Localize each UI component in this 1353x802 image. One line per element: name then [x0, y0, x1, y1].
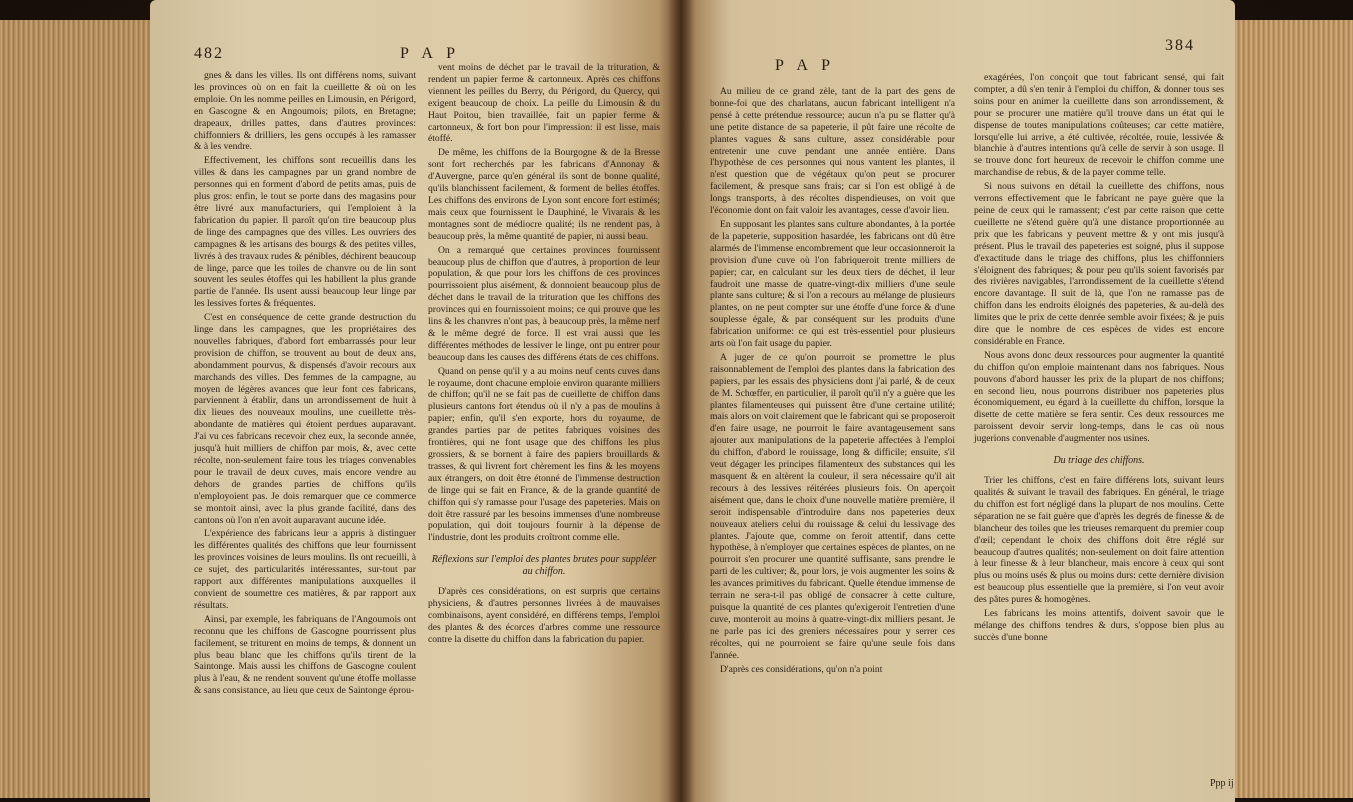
- paragraph: Trier les chiffons, c'est en faire différens lots, suivant leurs qualités & suivant le travail des fabriques. En général, le triage du chiffon est fort négligé dans la plupart de nos moulins. Cette séparation ne se fait guère que d'après les degrés de finesse & de blancheur des toiles que les trieuses remarquent du premier coup d'œil; cependant le choix des chiffons doit être réglé sur beaucoup d'autres qualités; non-seulement on doit faire attention à leur finesse & à leur blancheur, mais encore à ceux qui sont plus ou moins usés & plus ou moins durs: cette dernière division est beaucoup plus essentielle que la première, si l'on veut avoir des pâtes pures & homogènes.: [974, 475, 1224, 606]
- right-page-number: 384: [1165, 37, 1195, 54]
- signature-mark: Ppp ij: [1210, 778, 1234, 789]
- paragraph: Quand on pense qu'il y a au moins neuf cents cuves dans le royaume, dont chacune emploie environ quarante milliers de chiffon; qu'il ne se fait pas de cueillette de chiffon dans plusieurs cantons fort étendus où il n'y a pas de moulins à papier; enfin, qu'il s'en exporte, hors du royaume, de grandes parties par de petites fabriques voisines des frontières, qui ne font usage que des chiffons les plus grossiers, & se bornent à faire des papiers brouillards & trasses, & qui livrent fort chèrement les fins & les moyens aux étrangers, on doit être étonné de l'immense destruction de linge qui se fait en France, & de la grande quantité de chiffon qui s'y ramasse pour l'usage des papeteries. Mais on doit être rassuré par les besoins immenses d'une nombreuse population, qui doit toujours fournir à la dépense de l'industrie, dont les produits croîtront comme elle.: [428, 365, 660, 544]
- section-heading: Réflexions sur l'emploi des plantes brutes pour suppléer au chiffon.: [431, 554, 657, 578]
- paragraph: exagérées, l'on conçoit que tout fabricant sensé, qui fait compter, a dû s'en tenir à l'emploi du chiffon, & donner tous ses soins pour en animer la cueillette dans son arrondissement, & pour se procurer une matière qu'il trouve dans un état qui le dispense de toutes manipulations coûteuses; car cette matière, lorsqu'elle lui arrive, a été cultivée, récoltée, rouie, lessivée & blanchie à d'autres intentions qu'à celle de servir à son usage. Il se trouve donc fort heureux de recevoir le chiffon comme une marchandise de rebus, & de la payer comme telle.: [974, 72, 1224, 179]
- paragraph: C'est en conséquence de cette grande destruction du linge dans les campagnes, que les propriétaires des nouvelles fabriques, d'abord fort embarrassés pour leur provision de chiffon, se trouvent au bout de deux ans, abondamment pourvus, & dispensés d'avoir recours aux marchands des villes. Des femmes de la campagne, au moyen de légères avances que leur font ces fabricans, parviennent à établir, dans un arrondissement de huit à dix lieues des nouveaux moulins, une cueillette très-abondante de matières qui étoient perdues auparavant. J'ai vu ces fabricans recevoir chez eux, la seconde année, jusqu'à huit milliers de chiffon par mois, &, avec cette récolte, non-seulement faire tous les triages convenables pour le travail de deux cuves, mais encore vendre au dehors de grandes parties de chiffons qu'ils n'employoient pas. Je dois remarquer que ce commerce se montoit ainsi, avec la plus grande facilité, dans des cantons où l'on n'en avoit auparavant aucune idée.: [194, 312, 416, 526]
- paragraph: vent moins de déchet par le travail de la trituration, & rendent un papier ferme & cartonneux. Après ces chiffons viennent les peilles du Berry, du Périgord, du Quercy, qui exigent beaucoup de choix. La peille du Limousin & du Haut Poitou, bien travaillée, fait un papier ferme & cartonneux, & fort bon pour l'impression: il est lisse, mais étoffé.: [428, 62, 660, 145]
- left-page-edges: [0, 20, 150, 798]
- paragraph: Les fabricans les moins attentifs, doivent savoir que le mélange des chiffons tendres & durs, s'oppose bien plus au succès d'une bonne: [974, 608, 1224, 643]
- left-column-1: [194, 70, 416, 699]
- left-running-head: P A P: [400, 45, 460, 62]
- right-page-edges: [1235, 20, 1353, 798]
- right-running-head: P A P: [775, 57, 835, 74]
- paragraph: On a remarqué que certaines provinces fournissent beaucoup plus de chiffon que d'autres, à proportion de leur population, & que pour lors les chiffons de ces provinces pourrissoient plus aisément, & donnoient beaucoup plus de déchet dans le travail de la trituration que les chiffons des provinces qui en fournissoient moins; ce qui prouve que les lins & les chanvres n'ont pas, à beaucoup près, la même nerf & le même degré de force. Il est vrai aussi que les différentes méthodes de lessiver le linge, ont pu entrer pour beaucoup dans les causes des différens états de ces chiffons.: [428, 244, 660, 363]
- paragraph: Nous avons donc deux ressources pour augmenter la quantité du chiffon qu'on emploie maintenant dans nos fabriques. Nous pouvons d'abord hausser les prix de la plupart de nos chiffons; en second lieu, nous pourrons distribuer nos papeteries plus économiquement, eu égard à la cueillette du chiffon, lorsque la disette de cette matière se fera sentir. Ces deux ressources me paroissent devoir servir long-temps, dans le cas où nous jugerions convenable d'augmenter nos usines.: [974, 349, 1224, 445]
- paragraph: A juger de ce qu'on pourroit se promettre le plus raisonnablement de l'emploi des plantes dans la fabrication des papiers, par les essais des physiciens dont j'ai parlé, & de ceux de M. Schœffer, en particulier, il paroît qu'il n'y a guère que les plantes filamenteuses qui puissent être d'une certaine utilité; mais alors on voit clairement que le fabricant qui se proposeroit d'en faire usage, ne pourroit le faire avantageusement sans ajouter aux manipulations de la papeterie affectées à l'emploi du chiffon, d'abord le rouissage, long & difficile; ensuite, s'il veut dégager les principes filamenteux des substances qui les masquent & en altèrent la couleur, il sera nécessaire qu'il ait recours à des lessives réitérées plusieurs fois. On aperçoit aisément que, dans le choix d'une nouvelle matière première, il seroit indispensable d'introduire dans nos papeteries deux nouveaux ateliers celui du rouissage & celui du lessivage des plantes. J'ajoute que, comme on feroit attentif, dans cette hypothèse, à n'employer que certaines espèces de plantes, on ne pourroit s'en procurer une quantité suffisante, sans prendre le parti de les cultiver; &, pour lors, je vois augmenter les soins & les avances primitives du fabricant. Quelle étendue immense de terrain ne sera-t-il pas obligé de consacrer à cette culture, puisque la quantité de ces plantes qu'exigeroit l'entretien d'une cuve, monteroit au moins à quatre-vingt-dix milliers pesant. Je ne parle pas ici des greniers nécessaires pour y serrer ces récoltes, qui ne pourroient se faire qu'une seule fois dans l'année.: [710, 351, 955, 661]
- paragraph: Au milieu de ce grand zèle, tant de la part des gens de bonne-foi que des charlatans, aucun fabricant intelligent n'a pensé à cette prétendue ressource; aucun n'a pu se flatter qu'à une petite distance de sa papeterie, il pût faire une récolte de plantes vagues & sans culture, assez considérable pour entretenir une cuve pendant une année entière. Dans l'hypothèse de ces personnes qui nous vantent les plantes, il n'est question que de végétaux qu'on peut se procurer facilement, & presque sans frais; car si l'on est obligé à de longs transports, à des récoltes dispendieuses, on voit que l'économie dont on fait valoir les avantages, cesse d'avoir lieu.: [710, 86, 955, 217]
- left-column-2: [428, 62, 660, 648]
- section-heading: Du triage des chiffons.: [1053, 455, 1145, 467]
- book-gutter: [668, 0, 694, 802]
- right-page: [680, 0, 1235, 802]
- paragraph: L'expérience des fabricans leur a appris à distinguer les différentes qualités des chiffons que leur fournissent les provinces voisines de leurs moulins. Ils ont recueilli, à ce sujet, des particularités intéressantes, sur-tout par rapport aux différentes manipulations auxquelles il convient de soumettre ces matières, & par rapport aux résultats.: [194, 528, 416, 611]
- paragraph: En supposant les plantes sans culture abondantes, à la portée de la papeterie, supposition hasardée, les fabricans ont dû être alarmés de l'immense encombrement que leur occasionneroit la provision d'une cuve où l'on fabriqueroit trente milliers de papier; car, en calculant sur les deux tiers de déchet, il leur faudroit une masse de quatre-vingt-dix milliers d'une seule plante sans culture; & si l'on a recours au mélange de plusieurs plantes, on ne peut compter sur une étoffe d'une force & d'une souplesse égale, & par conséquent sur les produits d'une fabrication uniforme: ce qui est très-essentiel pour plusieurs arts où l'on fait usage du papier.: [710, 218, 955, 350]
- left-page: [150, 0, 680, 802]
- left-page-number: 482: [194, 45, 224, 62]
- paragraph: D'après ces considérations, qu'on n'a point: [720, 663, 883, 675]
- paragraph: Si nous suivons en détail la cueillette des chiffons, nous verrons effectivement que le fabricant ne paye guère que la peine de ceux qui le ramassent; c'est par cette raison que cette cueillette ne s'étend guère qu'à une distance proportionnée au prix que les fabricans y peuvent mettre & y ont mis jusqu'à présent. Plus le travail des papeteries est soigné, plus il suppose d'exactitude dans le triage des chiffons, plus les chiffonniers s'éloignent des fabriques; & pour peu qu'ils soient favorisés par des rivières navigables, l'arrondissement de la cueillette s'étend encore davantage. Il suit de là, que l'on ne ramasse pas de chiffon dans les endroits éloignés des papeteries, & au-delà des limites que le prix de cette denrée semble avoir fixées; & je puis dire que le nombre de ces espèces de vides est encore considérable en France.: [974, 181, 1224, 347]
- paragraph: D'après ces considérations, on est surpris que certains physiciens, & d'autres personnes livrées à de mauvaises combinaisons, ayent considéré, en différens temps, l'emploi des plantes & des écorces d'arbres comme une ressource contre la disette du chiffon dans la fabrication du papier.: [428, 586, 660, 645]
- paragraph: De même, les chiffons de la Bourgogne & de la Bresse sont fort recherchés par les fabricans d'Annonay & d'Auvergne, parce qu'en général ils sont de bonne qualité, qu'ils blanchissent facilement, & forment de belles étoffes. Les chiffons des environs de Lyon sont encore fort estimés; mais ceux que fournissent le Dauphiné, le Vivarais & les montagnes sont de médiocre qualité; ils ne rendent pas, à beaucoup près, la même quantité de papier, ni aussi beau.: [428, 147, 660, 242]
- paragraph: Ainsi, par exemple, les fabriquans de l'Angoumois ont reconnu que les chiffons de Gascogne pourrissent plus facilement, se triturent en moins de temps, & donnent un plus beau blanc que les chiffons qu'ils tirent de la Saintonge. Mais aussi les chiffons de Gascogne coulent plus à l'eau, & ne rendent souvent qu'une étoffe mollasse & sans consistance, au lieu que ceux de Saintonge éprou-: [194, 613, 416, 697]
- right-column-2: [974, 72, 1224, 646]
- paragraph: Effectivement, les chiffons sont recueillis dans les villes & dans les campagnes par un grand nombre de personnes qui en forment d'abord de petits amas, puis de plus gros: enfin, le tout se porte dans des magasins pour être livré aux manufacturiers, qui l'emploient à la fabrication du papier. Il paroît qu'on tire beaucoup plus de linge des campagnes que des villes. Les ouvriers des campagnes & les artisans des bourgs & des petites villes, livrés à des travaux rudes & pénibles, déchirent beaucoup de linge, parce que les toiles de chanvre ou de lin sont souvent les seules étoffes qui les habillent la plus grande partie de l'année. Ils usent aussi beaucoup leur linge par les lessives fortes & fréquentes.: [194, 155, 416, 310]
- right-column-1: [710, 86, 955, 677]
- paragraph: gnes & dans les villes. Ils ont différens noms, suivant les provinces où on en fait la cueillette & où on les emploie. On les nomme peilles en Limousin, en Périgord, en Gascogne & en Angoumois; pilots, en Bretagne; drapeaux, drilles pattes, dans d'autres provinces: chiffonniers & drilliers, les gens occupés à les ramasser & à les vendre.: [194, 70, 416, 153]
